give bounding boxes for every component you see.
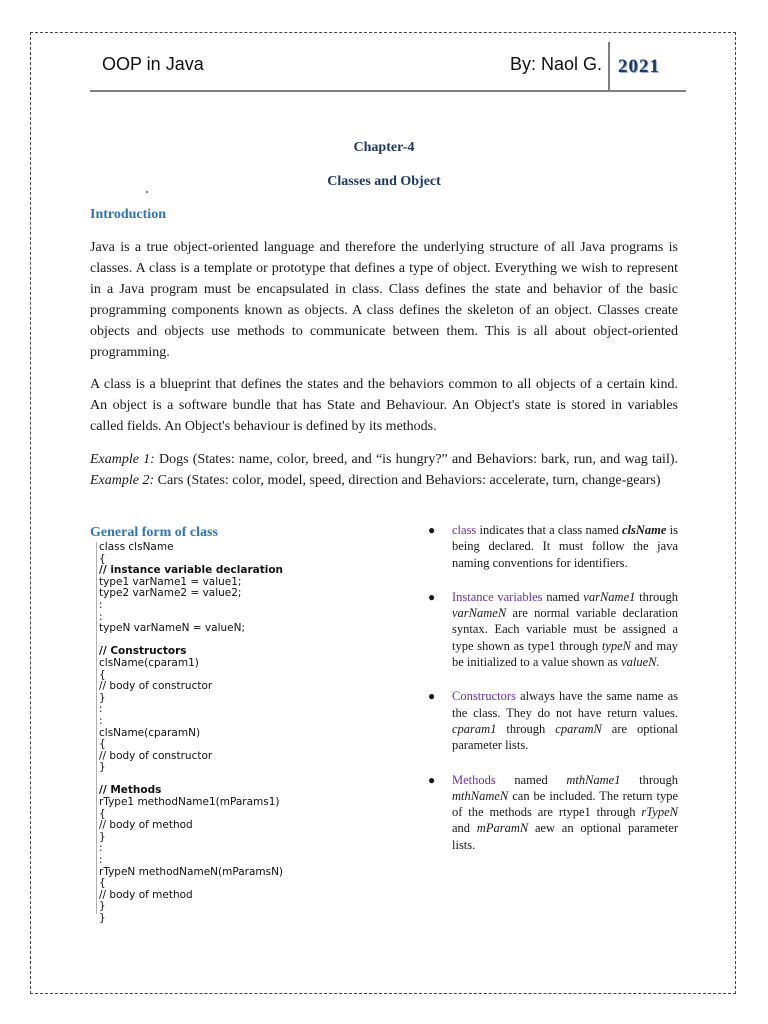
bullet-class — [424, 522, 678, 571]
code-line: : — [99, 854, 103, 867]
code-line: // body of constructor — [99, 680, 213, 693]
bullet-keyword: class — [452, 523, 477, 537]
bullet-text: mthNameN — [452, 788, 509, 803]
code-line: rTypeN methodNameN(mParamsN) — [99, 865, 284, 878]
code-line: } — [99, 830, 106, 843]
bullet-dot-icon: ● — [428, 772, 436, 787]
bullet-text: varNameN — [452, 606, 507, 621]
bullet-text: named — [495, 772, 567, 787]
intro-heading: Introduction — [90, 207, 166, 222]
bullet-keyword: Instance variables — [452, 589, 543, 604]
bullet-text: cparam1 — [452, 721, 497, 736]
bullet-text: always have the same name as the class. They do not have return values. — [452, 689, 678, 720]
bullet-text: clsName — [622, 523, 667, 537]
bullet-instance-variables — [424, 589, 678, 670]
code-line: clsName(cparamN) — [99, 726, 201, 739]
bullet-dot-icon: ● — [428, 589, 436, 604]
bullet-dot-icon: ● — [428, 523, 436, 537]
code-line: type2 varName2 = value2; — [99, 587, 242, 600]
example-1-label: Example 1: — [90, 452, 155, 467]
code-line: } — [99, 691, 106, 704]
bullet-keyword: Constructors — [452, 689, 516, 704]
chapter-title: Classes and Object — [327, 174, 441, 189]
bullet-text: through — [635, 589, 678, 604]
code-line: { — [99, 668, 106, 681]
stray-dot — [146, 191, 148, 193]
bullet-text: through — [620, 772, 678, 787]
bullet-text: through — [496, 721, 556, 736]
code-line: // instance variable declaration — [99, 564, 284, 577]
code-line: type1 varName1 = value1; — [99, 575, 242, 588]
code-line: } — [99, 900, 106, 913]
bullet-text: named — [542, 589, 584, 604]
general-form-heading: General form of class — [90, 525, 218, 540]
bullet-text: mthName1 — [566, 772, 621, 787]
code-line: typeN varNameN = valueN; — [99, 622, 245, 635]
bullet-text: and — [452, 821, 477, 836]
bullet-text: rTypeN — [641, 805, 678, 820]
code-line: // body of method — [99, 819, 193, 832]
bullet-keyword: Methods — [452, 772, 496, 787]
header-author: By: Naol G. — [510, 54, 603, 74]
bullet-text: aew an optional parameter lists. — [452, 821, 678, 852]
bullet-list — [424, 522, 678, 871]
code-line: // Constructors — [99, 645, 187, 658]
code-line: : — [99, 610, 103, 623]
header-year: 2021 — [618, 56, 660, 77]
code-line: { — [99, 552, 106, 565]
code-line: : — [99, 703, 103, 716]
bullet-text: can be included. The return type of the methods are rtype1 through — [452, 788, 678, 820]
code-line: : — [99, 842, 103, 855]
bullet-text: is being declared. It must follow the java naming conventions for identifiers. — [452, 523, 678, 570]
page-header — [90, 50, 686, 92]
bullet-text: and may be initialized to a value shown as — [452, 638, 679, 670]
bullet-text: indicates that a class named — [476, 523, 622, 537]
code-line: { — [99, 877, 106, 890]
code-line: // body of constructor — [99, 749, 213, 762]
code-line: rType1 methodName1(mParams1) — [99, 796, 280, 809]
bullet-dot-icon: ● — [428, 689, 436, 704]
code-line: { — [99, 738, 106, 751]
bullet-text: valueN. — [621, 655, 660, 670]
bullet-constructors — [424, 688, 678, 753]
bullet-text: cparamN — [555, 721, 602, 736]
chapter-number: Chapter-4 — [353, 140, 415, 155]
code-line: : — [99, 714, 103, 727]
code-line: clsName(cparam1) — [99, 656, 199, 669]
bullet-methods — [424, 772, 678, 853]
code-line: // body of method — [99, 888, 193, 901]
example-2-label: Example 2: — [90, 473, 155, 488]
code-line: : — [99, 598, 103, 611]
header-separator — [608, 42, 610, 90]
example-2-text: Cars (States: color, model, speed, direction and Behaviors: accelerate, turn, change-gears) — [154, 473, 661, 488]
code-line: class clsName — [99, 541, 174, 553]
bullet-text: mParamN — [476, 821, 529, 836]
code-block — [96, 541, 358, 924]
bullet-text: are normal variable declaration syntax. Each variable must be assigned a type shown as type1 through — [452, 606, 678, 653]
code-line: } — [99, 912, 106, 924]
header-title: OOP in Java — [102, 54, 204, 74]
code-line: } — [99, 761, 106, 774]
intro-paragraph-1: Java is a true object-oriented language and therefore the underlying structure of all Java programs is classes. A class is a template or prototype that defines a type of object. Everything we wish to represent in a Java program must be encapsulated in class. Class defines the state and behavior of the basic programming components known as objects. A class defines the skeleton of an object. Classes create objects and objects use methods to communicate between them. This is all about object-oriented programming. — [90, 240, 678, 360]
bullet-text: typeN — [601, 638, 631, 653]
example-1-text: Dogs (States: name, color, breed, and “is hungry?” and Behaviors: bark, run, and wag tail). — [154, 452, 678, 467]
bullet-text: are optional parameter lists. — [452, 721, 678, 753]
code-line: // Methods — [99, 784, 162, 797]
intro-paragraph-2: A class is a blueprint that defines the states and the behaviors common to all objects of a certain kind. An object is a software bundle that has State and Behaviour. An Object's state is stored in variables called fields. An Object's behaviour is defined by its methods. — [90, 377, 678, 434]
code-line: { — [99, 807, 106, 820]
bullet-text: varName1 — [583, 589, 636, 604]
examples-paragraph — [90, 449, 678, 491]
